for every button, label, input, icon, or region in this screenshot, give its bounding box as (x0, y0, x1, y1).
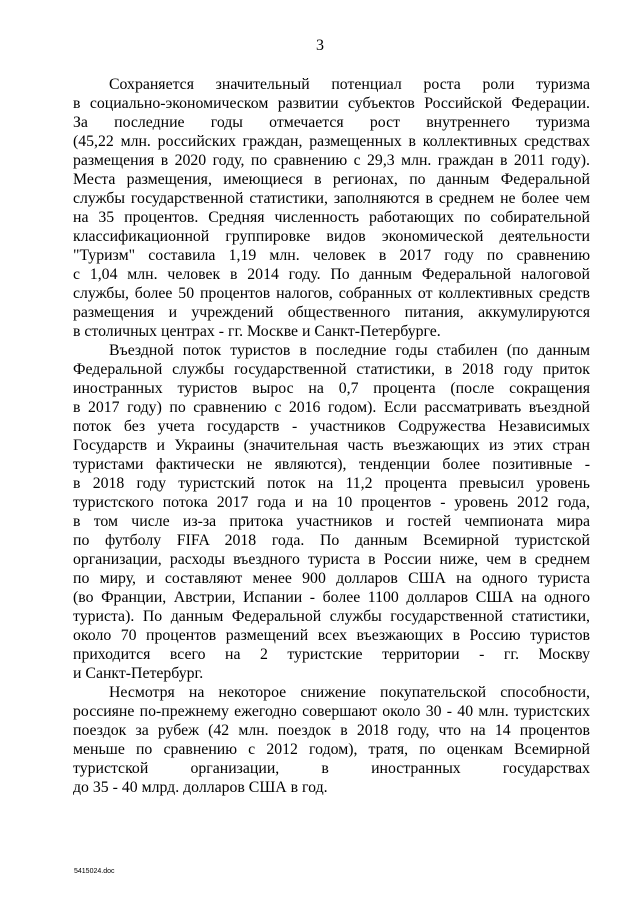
text-line: в социально-экономическом развитии субъектов Российской Федерации. (73, 95, 590, 112)
text-line: туристского потока 2017 года и на 10 процентов - уровень 2012 года, (73, 494, 590, 511)
text-line: и Санкт-Петербург. (73, 665, 204, 682)
page-number: 3 (316, 37, 324, 54)
text-line: по футболу FIFA 2018 года. По данным Всемирной туристской (73, 532, 590, 549)
text-line: в 2017 году) по сравнению с 2016 годом). Если рассматривать въездной (73, 399, 590, 416)
text-line: иностранных туристов вырос на 0,7 процента (после сокращения (73, 380, 590, 397)
text-line: в том числе из-за притока участников и гостей чемпионата мира (73, 513, 590, 530)
paragraph-domestic-tourism (73, 75, 590, 341)
text-line: службы государственной статистики, заполняются в среднем не более чем (73, 190, 590, 207)
text-line: "Туризм" составила 1,19 млн. человек в 2017 году по сравнению (73, 247, 590, 264)
text-line: с 1,04 млн. человек в 2014 году. По данным Федеральной налоговой (73, 266, 590, 283)
text-line: в столичных центрах - гг. Москве и Санкт-Петербурге. (73, 323, 441, 340)
text-line: Въездной поток туристов в последние годы стабилен (по данным (109, 342, 590, 359)
text-line: организации, расходы въездного туриста в России ниже, чем в среднем (73, 551, 590, 568)
text-line: Государств и Украины (значительная часть въезжающих из этих стран (73, 437, 590, 454)
text-line: Федеральной службы государственной статистики, в 2018 году приток (73, 361, 590, 378)
text-line: по миру, и составляют менее 900 долларов США на одного туриста (73, 570, 590, 587)
footer-filename: 5415024.doc (74, 868, 115, 875)
text-line: (45,22 млн. российских граждан, размещенных в коллективных средствах (73, 133, 590, 150)
text-line: туристской организации, в иностранных государствах (73, 760, 590, 777)
text-line: За последние годы отмечается рост внутреннего туризма (73, 114, 590, 131)
text-line: размещения и учреждений общественного питания, аккумулируются (73, 304, 590, 321)
paragraph-outbound-tourism (73, 683, 590, 797)
text-line: Сохраняется значительный потенциал роста роли туризма (109, 76, 590, 93)
text-line: Места размещения, имеющиеся в регионах, по данным Федеральной (73, 171, 590, 188)
text-line: россияне по-прежнему ежегодно совершают около 30 - 40 млн. туристских (73, 703, 590, 720)
text-line: классификационной группировке видов экономической деятельности (73, 228, 590, 245)
text-line: размещения в 2020 году, по сравнению с 29,3 млн. граждан в 2011 году). (73, 152, 590, 169)
text-line: до 35 - 40 млрд. долларов США в год. (73, 779, 328, 796)
text-line: меньше по сравнению с 2012 годом), тратя, по оценкам Всемирной (73, 741, 590, 758)
document-body (73, 75, 590, 797)
text-line: Несмотря на некоторое снижение покупательской способности, (109, 684, 590, 701)
text-line: приходится всего на 2 туристские территории - гг. Москву (73, 646, 590, 663)
text-line: поездок за рубеж (42 млн. поездок в 2018 году, что на 14 процентов (73, 722, 590, 739)
text-line: туриста). По данным Федеральной службы государственной статистики, (73, 608, 590, 625)
text-line: (во Франции, Австрии, Испании - более 1100 долларов США на одного (73, 589, 590, 606)
text-line: службы, более 50 процентов налогов, собранных от коллективных средств (73, 285, 590, 302)
text-line: туристами фактически не являются), тенденции более позитивные - (73, 456, 590, 473)
text-line: поток без учета государств - участников Содружества Независимых (73, 418, 590, 435)
text-line: около 70 процентов размещений всех въезжающих в Россию туристов (73, 627, 590, 644)
paragraph-inbound-tourism (73, 341, 590, 683)
text-line: в 2018 году туристский поток на 11,2 процента превысил уровень (73, 475, 590, 492)
text-line: на 35 процентов. Средняя численность работающих по собирательной (73, 209, 590, 226)
